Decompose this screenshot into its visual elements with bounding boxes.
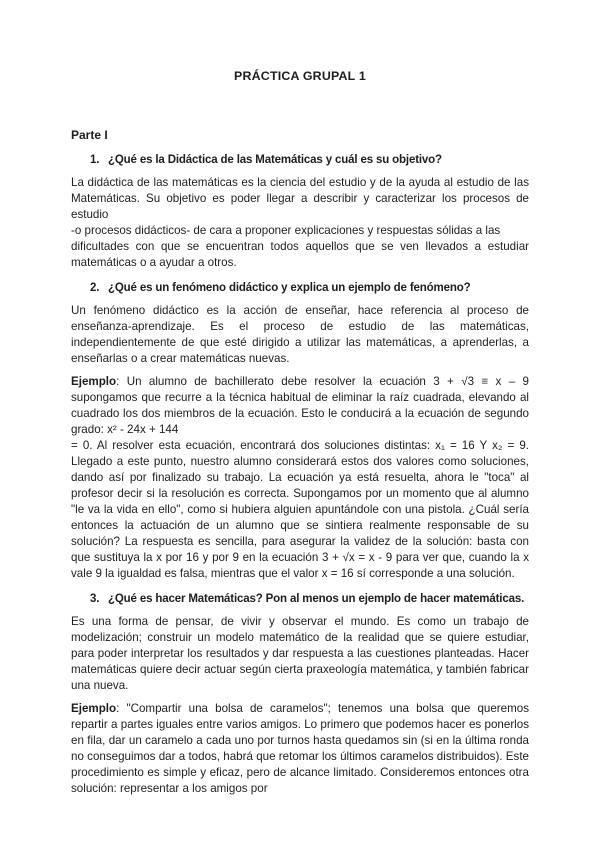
section-2-number: 2. xyxy=(90,282,100,294)
paragraph-line-segment: Ejemplo: "Compartir una bolsa de caramelos"; tenemos una bolsa que queremos repartir a partes iguales entre varios amigos. Lo primero que podemos hacer es ponerlos en fila, dar un caramelo a cada uno por turnos hasta quedamos sin (si en la última ronda no conseguimos dar a todos, habrá que retomar los últimos caramelos distribuidos). Este procedimiento es simple y eficaz, pero de alcance limitado. Consideremos entonces otra solución: representar a los amigos por xyxy=(71,702,529,795)
paragraph-line-segment: La didáctica de las matemáticas es la ciencia del estudio y de la ayuda al estudio de las Matemáticas. Su objetivo es poder llegar a describir y caracterizar los procesos de estudio xyxy=(71,176,529,221)
section-2 xyxy=(71,280,529,582)
section-1-number: 1. xyxy=(90,154,100,166)
section-3-question: ¿Qué es hacer Matemáticas? Pon al menos un ejemplo de hacer matemáticas. xyxy=(108,593,525,605)
section-2-heading xyxy=(71,280,529,296)
example-lead-label: Ejemplo xyxy=(71,702,117,715)
section-2-question: ¿Qué es un fenómeno didáctico y explica un ejemplo de fenómeno? xyxy=(108,282,471,294)
example-lead-label: Ejemplo xyxy=(71,375,117,388)
document-title: PRÁCTICA GRUPAL 1 xyxy=(234,69,366,83)
section-1-heading xyxy=(71,152,529,168)
section-3-number: 3. xyxy=(90,593,100,605)
part-label: Parte I xyxy=(71,128,108,142)
paragraph-line-segment: Un fenómeno didáctico es la acción de enseñar, hace referencia al proceso de enseñanza-aprendizaje. Es el proceso de estudio de las matemáticas, independientemente de que esté dirigido a utilizar las matemáticas, a aprenderlas, a enseñarlas o a crear matemáticas nuevas. xyxy=(71,304,529,365)
paragraph-line-segment: = 0. Al resolver esta ecuación, encontrará dos soluciones distintas: x₁ = 16 Y x₂ = 9. Llegado a este punto, nuestro alumno considerará estos dos valores como soluciones, dando así por finalizado su trabajo. La ecuación ya está resuelta, ahora le "toca" al profesor decir si la resolución es correcta. Supongamos por un momento que al alumno "le va la vida en ello", como si hubiera alguien apuntándole con una pistola. ¿Cuál sería entonces la actuación de un alumno que se sintiera realmente responsable de su solución? La respuesta es sencilla, para asegurar la validez de la solución: basta con que sustituya la x por 16 y por 9 en la ecuación 3 + √x = x - 9 para ver que, cuando la x vale 9 la igualdad es falsa, mientras que el valor x = 16 sí corresponde a una solución. xyxy=(71,439,529,580)
paragraph-line-segment: Ejemplo: Un alumno de bachillerato debe resolver la ecuación 3 + √3 ≡ x – 9 supongamos que recurre a la técnica habitual de eliminar la raíz cuadrada, elevando al cuadrado los dos miembros de la ecuación. Esto le conducirá a la ecuación de segundo grado: x² - 24x + 144 xyxy=(71,375,529,436)
section-3 xyxy=(71,591,529,797)
section-2-example xyxy=(71,374,529,582)
section-1 xyxy=(71,152,529,271)
section-1-answer xyxy=(71,175,529,271)
section-3-heading xyxy=(71,591,529,607)
section-3-example xyxy=(71,701,529,797)
paragraph-line-segment: Es una forma de pensar, de vivir y observar el mundo. Es como un trabajo de modelización; construir un modelo matemático de la realidad que se quiere estudiar, para poder interpretar los resultados y dar respuesta a las cuestiones planteadas. Hacer matemáticas quiere decir actuar según cierta praxeología matemática, y también fabricar una nueva. xyxy=(71,615,529,692)
section-1-question: ¿Qué es la Didáctica de las Matemáticas y cuál es su objetivo? xyxy=(108,154,442,166)
paragraph-line-segment: dificultades con que se encuentran todos aquellos que se ven llevados a estudiar matemáticas o a ayudar a otros. xyxy=(71,240,529,269)
section-2-answer xyxy=(71,303,529,367)
section-3-answer xyxy=(71,614,529,694)
paragraph-line-segment: -o procesos didácticos- de cara a proponer explicaciones y respuestas sólidas a las xyxy=(71,224,501,237)
